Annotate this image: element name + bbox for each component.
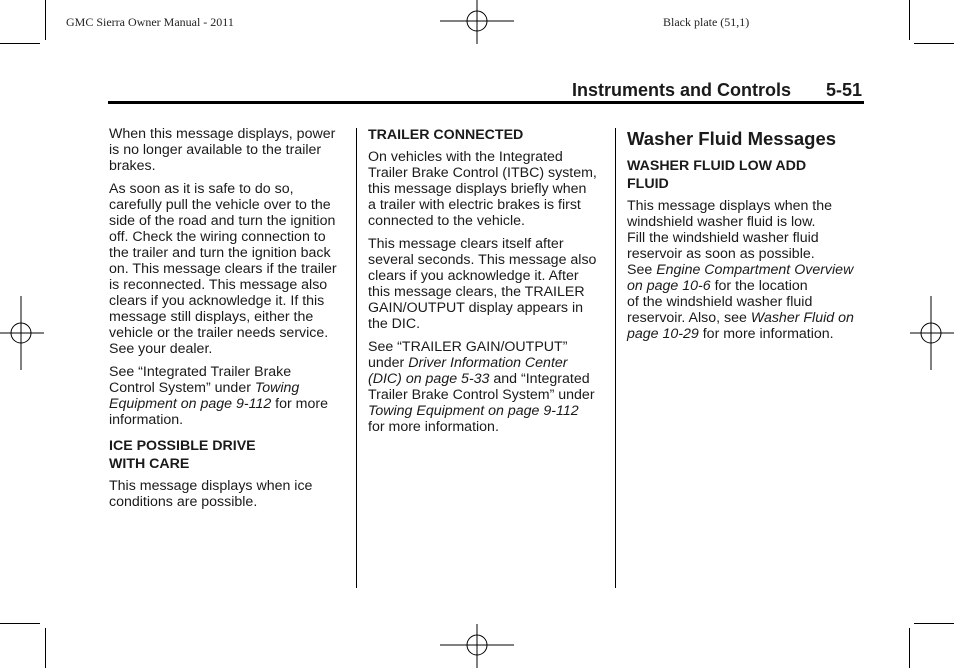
paragraph (368, 236, 608, 332)
column-divider (356, 128, 357, 588)
section-heading-washer-fluid: Washer Fluid Messages (627, 128, 837, 149)
text-line: the DIC. (368, 316, 421, 332)
cross-reference-link[interactable]: Towing Equipment on page 9‑112 (368, 403, 579, 419)
crop-mark (0, 43, 40, 44)
header-rule (108, 101, 864, 104)
manual-title: GMC Sierra Owner Manual - 2011 (66, 15, 234, 29)
text-line: See your dealer. (109, 341, 213, 357)
subheading-washer-fluid-low (627, 157, 867, 193)
text: reservoir. Also, see (627, 310, 751, 326)
text-line (627, 310, 867, 326)
registration-mark-top (440, 0, 514, 44)
paragraph (368, 339, 608, 435)
cross-reference-link[interactable]: Driver Information Center (408, 355, 568, 371)
paragraph (109, 181, 349, 357)
heading-line: ICE POSSIBLE DRIVE (109, 438, 256, 454)
crop-mark (45, 0, 46, 40)
text-line: As soon as it is safe to do so, (109, 181, 294, 197)
text-line: vehicle or the trailer needs service. (109, 325, 329, 341)
registration-mark-bottom (440, 624, 514, 668)
text-line: for more information. (368, 419, 499, 435)
heading-line: WASHER FLUID LOW ADD (627, 158, 807, 174)
text-line: side of the road and turn the ignition (109, 213, 336, 229)
registration-mark-left (0, 296, 44, 370)
text-line: brakes. (109, 158, 156, 174)
text-line: carefully pull the vehicle over to the (109, 197, 331, 213)
text-line (368, 403, 608, 419)
text-line (109, 380, 349, 396)
cross-reference-link[interactable]: Engine Compartment Overview (656, 262, 854, 278)
column-divider (615, 128, 616, 588)
page-number: 5-51 (826, 80, 863, 100)
cross-reference-link[interactable]: (DIC) on page 5‑33 (368, 371, 490, 387)
paragraph (109, 364, 349, 428)
text-line: of the windshield washer fluid (627, 294, 813, 310)
text-line: the trailer and turn the ignition back (109, 245, 331, 261)
crop-mark (45, 628, 46, 668)
paragraph (109, 478, 349, 510)
text-line (627, 262, 867, 278)
text: Control System” under (109, 380, 255, 396)
paragraph (109, 126, 349, 174)
text-line: clears if you acknowledge it. If this (109, 293, 325, 309)
text-line (627, 326, 867, 342)
crop-mark (0, 623, 40, 624)
heading-line: FLUID (627, 176, 669, 192)
text: for the location (710, 278, 808, 294)
cross-reference-link[interactable]: on page 10‑6 (627, 278, 711, 294)
paragraph (627, 198, 867, 342)
text-line: conditions are possible. (109, 494, 258, 510)
text: for more (271, 396, 328, 412)
text-line: This message clears itself after (368, 236, 564, 252)
text: for more information. (698, 326, 834, 342)
cross-reference-link[interactable]: Equipment on page 9‑112 (109, 396, 272, 412)
text-line (368, 371, 608, 387)
text: under (368, 355, 409, 371)
heading-line: WITH CARE (109, 456, 190, 472)
section-title: Instruments and Controls (572, 80, 792, 100)
text-line: this message clears, the TRAILER (368, 284, 585, 300)
text-line: See “TRAILER GAIN/OUTPUT” (368, 339, 568, 355)
subheading-ice-possible (109, 437, 349, 473)
text-line: GAIN/OUTPUT display appears in (368, 300, 583, 316)
text-line (109, 396, 349, 412)
text-line: information. (109, 412, 184, 428)
text-line: off. Check the wiring connection to (109, 229, 326, 245)
text-line: windshield washer fluid is low. (627, 214, 816, 230)
text-line: Fill the windshield washer fluid (627, 230, 819, 246)
crop-mark (909, 0, 910, 40)
paragraph (368, 149, 608, 229)
crop-mark (909, 628, 910, 668)
crop-mark (914, 43, 954, 44)
column-2 (368, 126, 608, 442)
text-line: See “Integrated Trailer Brake (109, 364, 292, 380)
text-line: This message displays when the (627, 198, 833, 214)
text-line: on. This message clears if the trailer (109, 261, 337, 277)
text-line: is reconnected. This message also (109, 277, 328, 293)
text-line: When this message displays, power (109, 126, 336, 142)
text-line: message still displays, either the (109, 309, 314, 325)
subheading-trailer-connected: TRAILER CONNECTED (368, 127, 524, 143)
text-line: this message displays briefly when (368, 181, 587, 197)
text-line: connected to the vehicle. (368, 213, 525, 229)
text-line: clears if you acknowledge it. After (368, 268, 579, 284)
text-line: Trailer Brake Control System” under (368, 387, 595, 403)
column-1 (109, 126, 349, 517)
text-line: reservoir as soon as possible. (627, 246, 815, 262)
text-line: On vehicles with the Integrated (368, 149, 563, 165)
text-line: several seconds. This message also (368, 252, 597, 268)
cross-reference-link[interactable]: page 10‑29 (627, 326, 699, 342)
crop-mark (914, 623, 954, 624)
text-line (368, 355, 608, 371)
text-line: is no longer available to the trailer (109, 142, 322, 158)
text-line: a trailer with electric brakes is first (368, 197, 581, 213)
text: See (627, 262, 657, 278)
cross-reference-link[interactable]: Washer Fluid on (750, 310, 854, 326)
cross-reference-link[interactable]: Towing (254, 380, 300, 396)
text-line: This message displays when ice (109, 478, 313, 494)
plate-label: Black plate (51,1) (663, 15, 750, 29)
text-line (627, 278, 867, 294)
registration-mark-right (910, 296, 954, 370)
column-3 (627, 127, 867, 349)
text-line: Trailer Brake Control (ITBC) system, (368, 165, 597, 181)
text: and “Integrated (489, 371, 590, 387)
